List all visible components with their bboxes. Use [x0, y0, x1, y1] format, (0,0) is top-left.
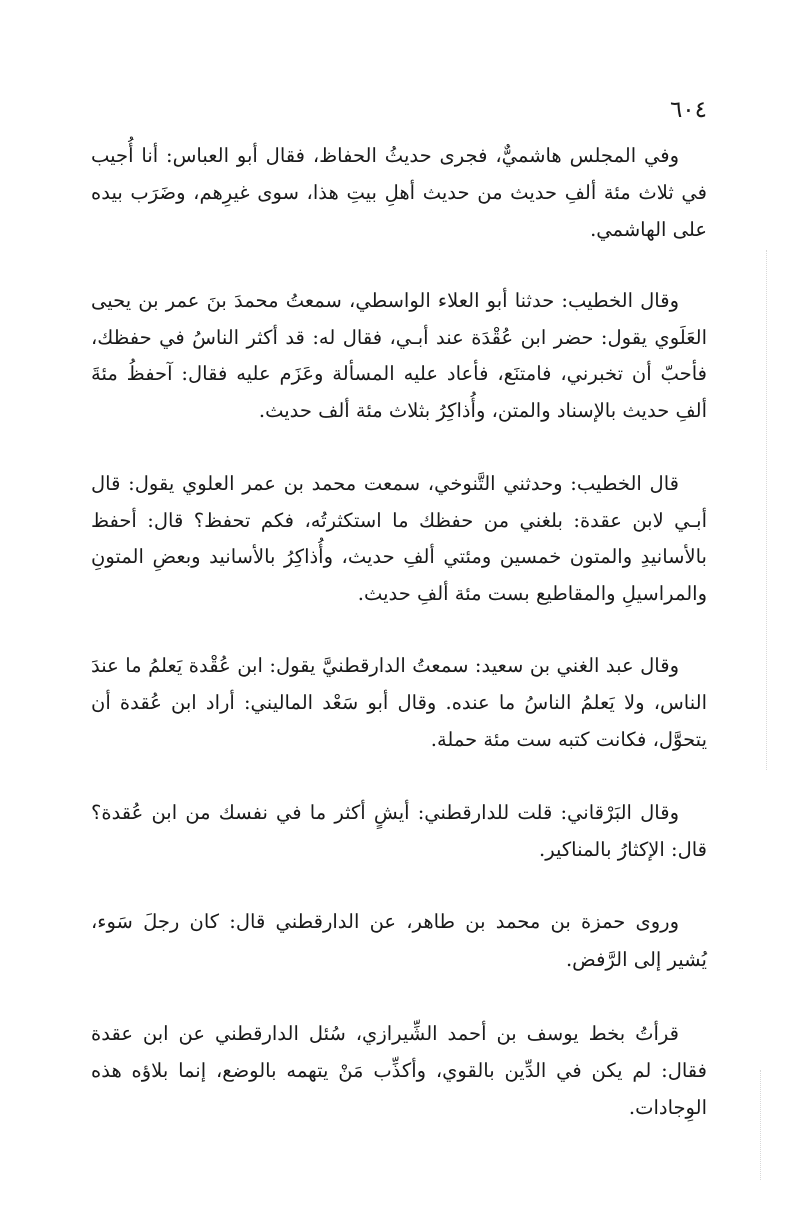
paragraph-1: وفي المجلس هاشميٌّ، فجرى حديثُ الحفاظ، فقال أبو العباس: أنا أُجيب في ثلاث مئة ألفِ حديث من حديث أهلِ بيتِ هذا، سوى غيرِهم، وضَرَب بيده على الهاشمي.	[91, 144, 707, 241]
paragraph-2: وقال الخطيب: حدثنا أبو العلاء الواسطي، سمعتُ محمدَ بنَ عمر بن يحيى العَلَوي يقول: حضر ابن عُقْدَة عند أبـي، فقال له: قد أكثر الناسُ في حفظك، فأحبّ أن تخبرني، فامتنَع، فأعاد عليه المسألة وعَزَم عليه فقال: آحفظُ مئةَ ألفِ حديث بالإسناد والمتن، وأُذاكِرُ بثلاث مئة ألف حديث.	[91, 289, 707, 422]
scan-edge-mark	[765, 250, 767, 770]
paragraph-6: وروى حمزة بن محمد بن طاهر، عن الدارقطني قال: كان رجلَ سَوء، يُشير إلى الرَّفض.	[91, 910, 707, 971]
page-body	[91, 137, 707, 1126]
paragraph-5: وقال البَرْقاني: قلت للدارقطني: أيشٍ أكثر ما في نفسك من ابن عُقدة؟ قال: الإكثارُ بالمناكير.	[91, 801, 707, 861]
page-number: ٦٠٤	[669, 97, 707, 123]
scan-edge-mark	[759, 1070, 761, 1180]
paragraph-3: قال الخطيب: وحدثني التَّنوخي، سمعت محمد بن عمر العلوي يقول: قال أبـي لابن عقدة: بلغني من حفظك ما استكثرتُه، فكم تحفظ؟ قال: أحفظ بالأسانيدِ والمتون خمسين ومئتي ألفِ حديث، وأُذاكِرُ بالأسانيد وبعضِ المتونِ والمراسيلِ والمقاطيع بست مئة ألفِ حديث.	[91, 472, 707, 605]
paragraph-7: قرأتُ بخط يوسف بن أحمد الشِّيرازي، سُئل الدارقطني عن ابن عقدة فقال: لم يكن في الدِّين بالقوي، وأكذِّب مَنْ يتهمه بالوضع، إنما بلاؤه هذه الوِجادات.	[91, 1022, 707, 1119]
paragraph-4: وقال عبد الغني بن سعيد: سمعتُ الدارقطنيَّ يقول: ابن عُقْدة يَعلمُ ما عندَ الناس، ولا يَعلمُ الناسُ ما عنده. وقال أبو سَعْد الماليني: أراد ابن عُقدة أن يتحوَّل، فكانت كتبه ست مئة حملة.	[91, 654, 707, 751]
